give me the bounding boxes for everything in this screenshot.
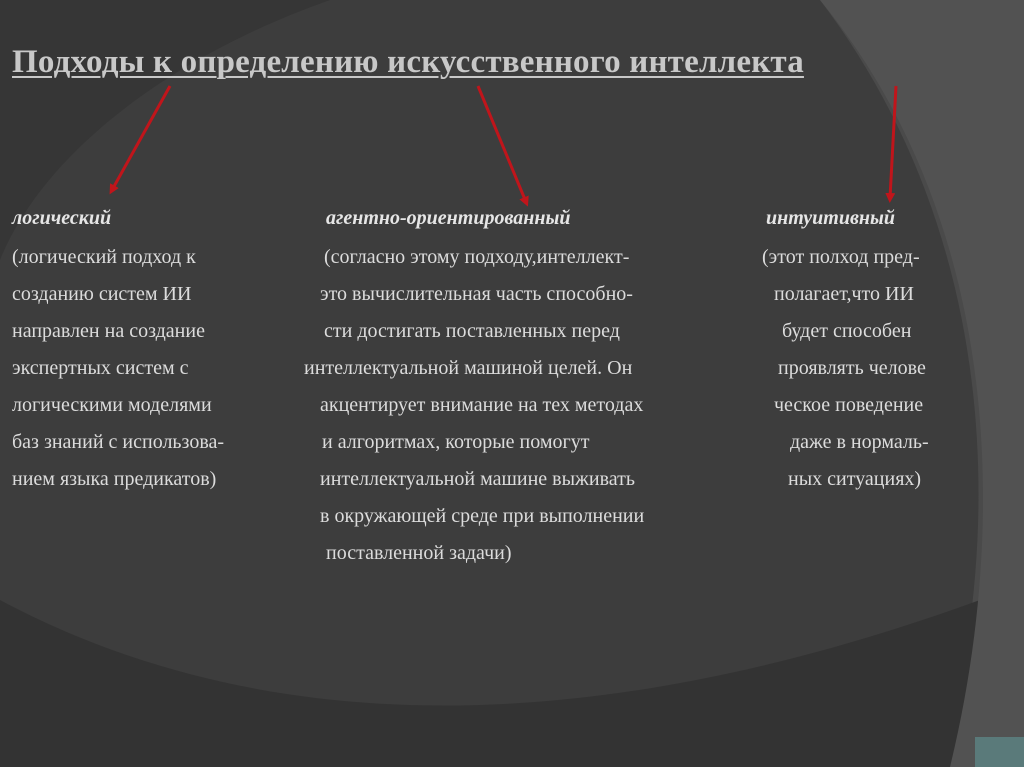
agent-line: это вычислительная часть способно- [320,283,633,305]
agent-line: интеллектуальной машиной целей. Он [304,357,633,379]
intuitive-line: (этот полход пред- [762,246,920,268]
logical-line: баз знаний с использова- [12,431,225,453]
logical-line: направлен на создание [12,320,205,342]
heading-intuitive: интуитивный [766,207,896,229]
heading-logical: логический [12,207,112,229]
page-title: Подходы к определению искусственного интеллекта [12,44,804,80]
agent-line: в окружающей среде при выполнении [320,505,645,527]
intuitive-line: проявлять челове [778,357,926,379]
logical-line: экспертных систем с [12,357,189,379]
intuitive-line: будет способен [782,320,912,342]
heading-agent-oriented: агентно-ориентированный [326,207,571,229]
agent-line: поставленной задачи) [326,542,512,564]
logical-line: созданию систем ИИ [12,283,192,305]
logical-line: (логический подход к [12,246,196,268]
agent-line: сти достигать поставленных перед [324,320,620,342]
intuitive-line: ных ситуациях) [788,468,922,490]
agent-line: и алгоритмах, которые помогут [322,431,590,453]
intuitive-line: ческое поведение [774,394,924,416]
agent-line: интеллектуальной машине выживать [320,468,635,490]
corner-decoration [975,737,1024,767]
intuitive-line: даже в нормаль- [790,431,929,453]
intuitive-line: полагает,что ИИ [774,283,914,305]
logical-line: нием языка предикатов) [12,468,217,490]
agent-line: (согласно этому подходу,интеллект- [324,246,630,268]
agent-line: акцентирует внимание на тех методах [320,394,644,416]
logical-line: логическими моделями [12,394,212,416]
